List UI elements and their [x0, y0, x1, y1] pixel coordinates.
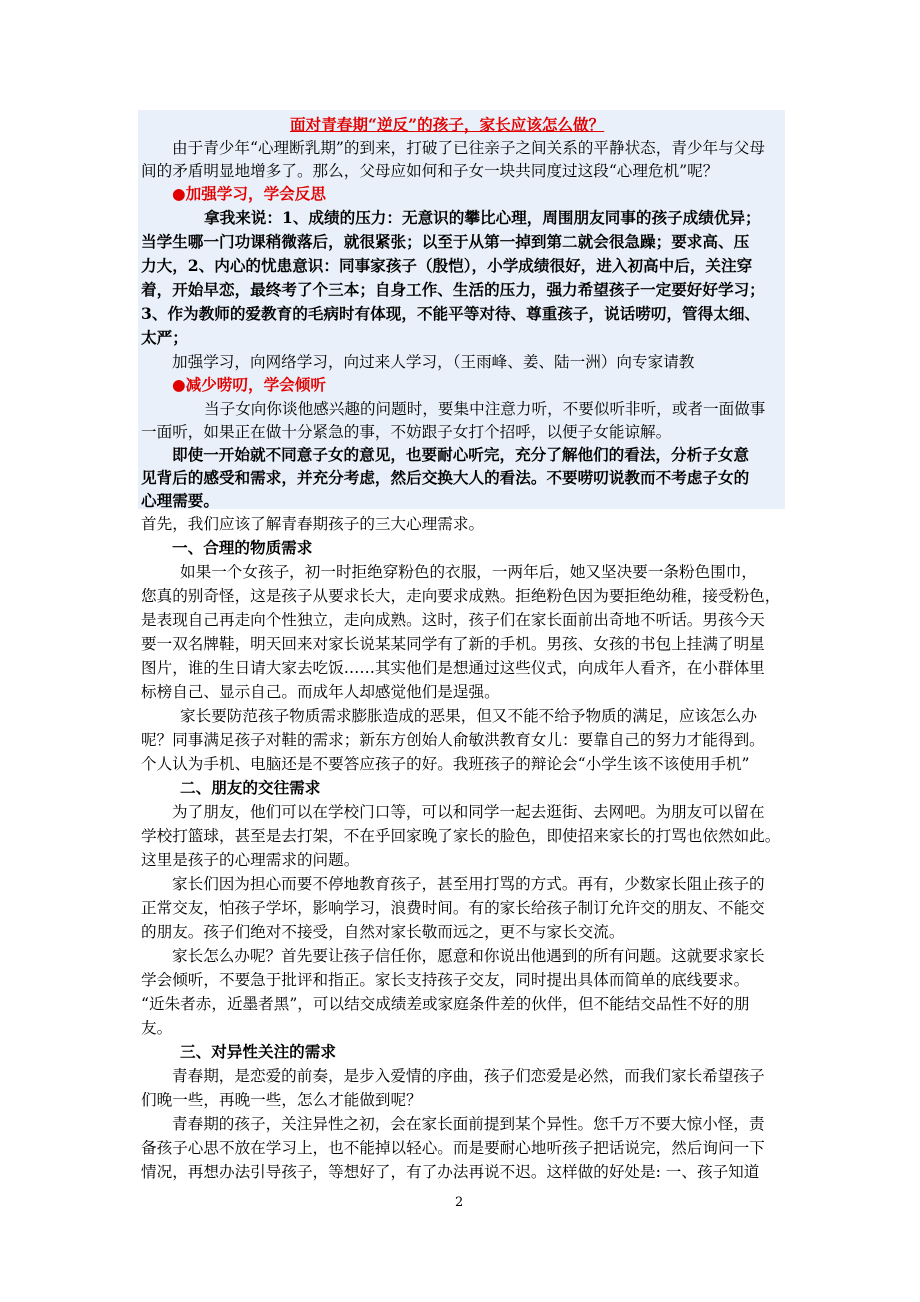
paragraph-line: 力大，2、内心的忧患意识：同事家孩子（殷恺），小学成绩很好，进入初高中后，关注穿	[141, 256, 753, 275]
paragraph-line: 您真的别奇怪，这是孩子从要求长大，走向要求成熟。拒绝粉色因为要拒绝幼稚，接受粉色，	[141, 587, 781, 605]
paragraph-line: 个人认为手机、电脑还是不要答应孩子的好。我班孩子的辩论会“小学生该不该使用手机”	[141, 755, 750, 773]
paragraph-line: 们晚一些，再晚一些，怎么才能做到呢？	[141, 1091, 422, 1109]
paragraph-line: 是表现自己再走向个性独立，走向成熟。这时，孩子们在家长面前出奇地不听话。男孩今天	[141, 611, 765, 629]
paragraph-line: 学校打篮球，甚至是去打架，不在乎回家晚了家长的脸色，即使招来家长的打骂也依然如此。	[141, 827, 781, 845]
paragraph-line: 友。	[141, 1019, 173, 1037]
paragraph-line: “近朱者赤，近墨者黑”，可以结交成绩差或家庭条件差的伙伴，但不能结交品性不好的朋	[141, 995, 750, 1013]
paragraph-line: 如果一个女孩子，初一时拒绝穿粉色的衣服，一两年后，她又坚决要一条粉色围巾，	[180, 563, 757, 581]
section-heading: ●加强学习，学会反思	[172, 184, 326, 203]
paragraph-line: 为了朋友，他们可以在学校门口等，可以和同学一起去逛街、去网吧。为朋友可以留在	[172, 803, 765, 821]
paragraph-line: 这里是孩子的心理需求的问题。	[141, 851, 360, 869]
paragraph-line: 学会倾听，不要急于批评和指正。家长支持孩子交友，同时提出具体而简单的底线要求。	[141, 971, 750, 989]
section-heading: 三、对异性关注的需求	[180, 1042, 336, 1061]
paragraph-line: 家长们因为担心而要不停地教育孩子，甚至用打骂的方式。再有，少数家长阻止孩子的	[172, 875, 765, 893]
paragraph-line: 首先，我们应该了解青春期孩子的三大心理需求。	[141, 515, 485, 533]
paragraph-line: 即使一开始就不同意子女的意见，也要耐心听完，充分了解他们的看法，分析子女意	[172, 445, 749, 464]
paragraph-line: 情况，再想办法引导孩子，等想好了，有了办法再说不迟。这样做的好处是: 一、孩子知道	[141, 1163, 760, 1181]
section-heading: 一、合理的物质需求	[172, 538, 313, 557]
section-heading: ●减少唠叨，学会倾听	[172, 375, 326, 394]
paragraph-line: 当学生哪一门功课稍微落后，就很紧张；以至于从第一掉到第二就会很急躁；要求高、压	[141, 232, 750, 251]
paragraph-line: 3、作为教师的爱教育的毛病时有体现，不能平等对待、尊重孩子，说话唠叨，管得太细、	[141, 304, 761, 323]
paragraph-line: 标榜自己、显示自己。而成年人却感觉他们是逞强。	[141, 683, 500, 701]
paragraph-line: 备孩子心思不放在学习上，也不能掉以轻心。而是要耐心地听孩子把话说完，然后询问一下	[141, 1139, 765, 1157]
page-number: 2	[455, 1195, 464, 1210]
paragraph-line: 的朋友。孩子们绝对不接受，自然对家长敬而远之，更不与家长交流。	[141, 923, 625, 941]
paragraph-line: 青春期的孩子，关注异性之初，会在家长面前提到某个异性。您千万不要大惊小怪，责	[172, 1115, 765, 1133]
document-title: 面对青春期“逆反”的孩子，家长应该怎么做？	[290, 115, 605, 134]
paragraph-line: 图片，谁的生日请大家去吃饭……其实他们是想通过这些仪式，向成年人看齐，在小群体里	[141, 659, 765, 677]
section-heading: 二、朋友的交往需求	[180, 778, 321, 797]
paragraph-line: 间的矛盾明显地增多了。那么，父母应如何和子女一块共同度过这段“心理危机”呢？	[141, 162, 719, 180]
paragraph-line: 一面听，如果正在做十分紧急的事，不妨跟子女打个招呼，以便子女能谅解。	[141, 423, 672, 441]
paragraph-line: 太严；	[141, 328, 188, 347]
paragraph-line: 见背后的感受和需求，并充分考虑，然后交换大人的看法。不要唠叨说教而不考虑子女的	[141, 468, 750, 487]
paragraph-line: 家长要防范孩子物质需求膨胀造成的恶果，但又不能不给予物质的满足，应该怎么办	[180, 707, 757, 725]
paragraph-line: 家长怎么办呢？首先要让孩子信任你，愿意和你说出他遇到的所有问题。这就要求家长	[172, 947, 765, 965]
paragraph-line: 由于青少年“心理断乳期”的到来，打破了已往亲子之间关系的平静状态，青少年与父母	[172, 139, 765, 157]
paragraph-line: 着，开始早恋，最终考了个三本；自身工作、生活的压力，强力希望孩子一定要好好学习；	[141, 280, 765, 299]
paragraph-line: 心理需要。	[141, 491, 219, 510]
paragraph-line: 当子女向你谈他感兴趣的问题时，要集中注意力听，不要似听非听，或者一面做事	[204, 400, 766, 418]
paragraph-line: 要一双名牌鞋，明天回来对家长说某某同学有了新的手机。男孩、女孩的书包上挂满了明星	[141, 635, 765, 653]
paragraph-line: 呢？同事满足孩子对鞋的需求；新东方创始人俞敏洪教育女儿：要靠自己的努力才能得到。	[141, 731, 765, 749]
paragraph-line: 加强学习，向网络学习，向过来人学习，（王雨峰、姜、陆一洲）向专家请教	[172, 353, 695, 371]
paragraph-line: 青春期，是恋爱的前奏，是步入爱情的序曲，孩子们恋爱是必然，而我们家长希望孩子	[172, 1067, 765, 1085]
paragraph-line: 正常交友，怕孩子学坏，影响学习，浪费时间。有的家长给孩子制订允许交的朋友、不能交	[141, 899, 765, 917]
paragraph-line: 拿我来说：1、成绩的压力：无意识的攀比心理，周围朋友同事的孩子成绩优异；	[204, 208, 761, 227]
